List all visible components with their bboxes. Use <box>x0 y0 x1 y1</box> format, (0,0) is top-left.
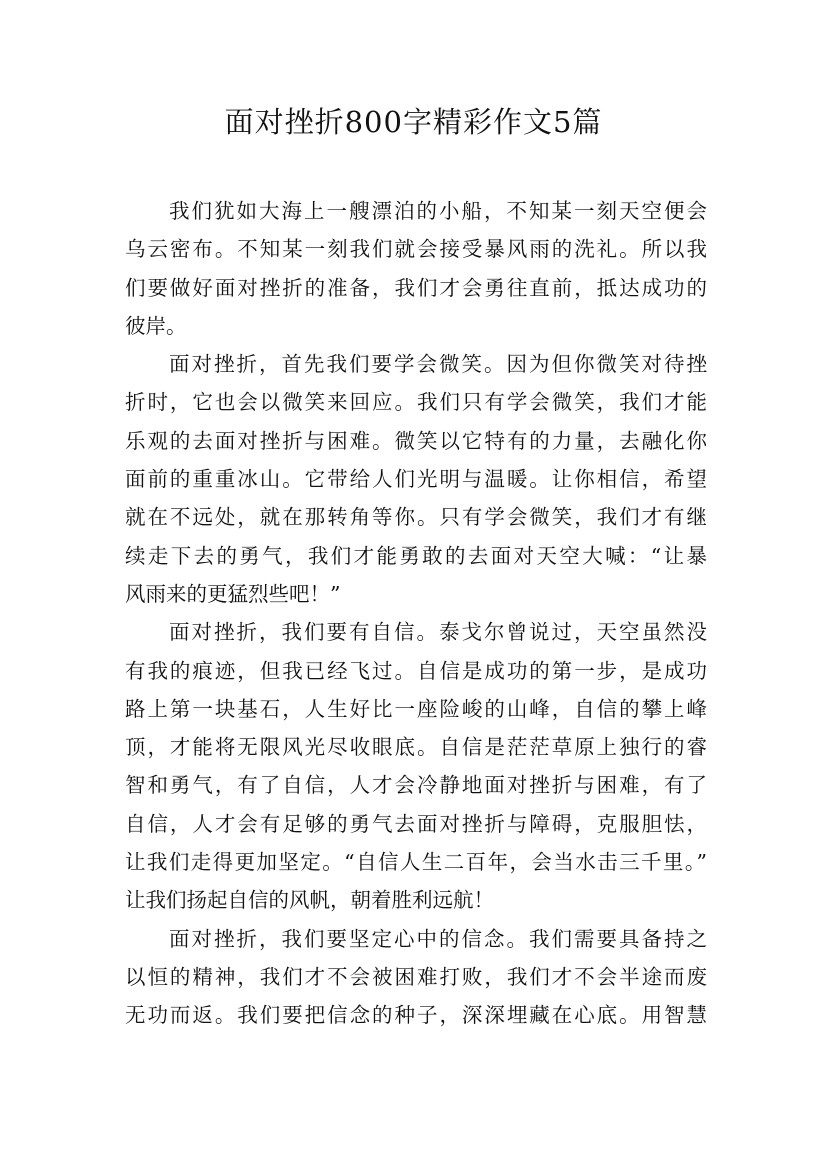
paragraph-line: 们要做好面对挫折的准备，我们才会勇往直前，抵达成功的 <box>125 275 707 300</box>
paragraph-line: 以恒的精神，我们才不会被困难打败，我们才不会半途而废 <box>125 964 707 989</box>
paragraph-line: 有我的痕迹，但我已经飞过。自信是成功的第一步，是成功 <box>125 658 707 683</box>
paragraph-line: 智和勇气，有了自信，人才会冷静地面对挫折与困难，有了 <box>125 773 707 798</box>
paragraph-line: 续走下去的勇气，我们才能勇敢的去面对天空大喊：“让暴 <box>125 543 707 568</box>
paragraph-line: 面对挫折，我们要有自信。泰戈尔曾说过，天空虽然没 <box>169 620 707 645</box>
paragraph-line: 乌云密布。不知某一刻我们就会接受暴风雨的洗礼。所以我 <box>125 237 707 262</box>
paragraph-line: 彼岸。 <box>125 313 187 338</box>
paragraph-line: 面对挫折，我们要坚定心中的信念。我们需要具备持之 <box>169 926 707 951</box>
paragraph-line: 让我们扬起自信的风帆，朝着胜利远航！ <box>125 888 494 913</box>
essay-body <box>125 192 707 1035</box>
paragraph-line: 面对挫折，首先我们要学会微笑。因为但你微笑对待挫 <box>169 352 707 377</box>
paragraph-line: 我们犹如大海上一艘漂泊的小船，不知某一刻天空便会 <box>169 199 707 223</box>
paragraph-line: 乐观的去面对挫折与困难。微笑以它特有的力量，去融化你 <box>125 428 707 453</box>
paragraph-line: 风雨来的更猛烈些吧！” <box>125 581 341 606</box>
paragraph-line: 面前的重重冰山。它带给人们光明与温暖。让你相信，希望 <box>125 467 707 492</box>
paragraph-line: 就在不远处，就在那转角等你。只有学会微笑，我们才有继 <box>125 505 707 530</box>
paragraph-line: 自信，人才会有足够的勇气去面对挫折与障碍，克服胆怯， <box>125 811 707 836</box>
paragraph-line: 让我们走得更加坚定。“自信人生二百年，会当水击三千里。” <box>125 850 707 875</box>
paragraph-line: 折时，它也会以微笑来回应。我们只有学会微笑，我们才能 <box>125 390 707 415</box>
paragraph-line: 路上第一块基石，人生好比一座险峻的山峰，自信的攀上峰 <box>125 696 707 721</box>
document-title: 面对挫折800字精彩作文5篇 <box>224 105 603 139</box>
paragraph-line: 无功而返。我们要把信念的种子，深深埋藏在心底。用智慧 <box>125 1003 707 1028</box>
paragraph-line: 顶，才能将无限风光尽收眼底。自信是茫茫草原上独行的睿 <box>125 735 707 760</box>
